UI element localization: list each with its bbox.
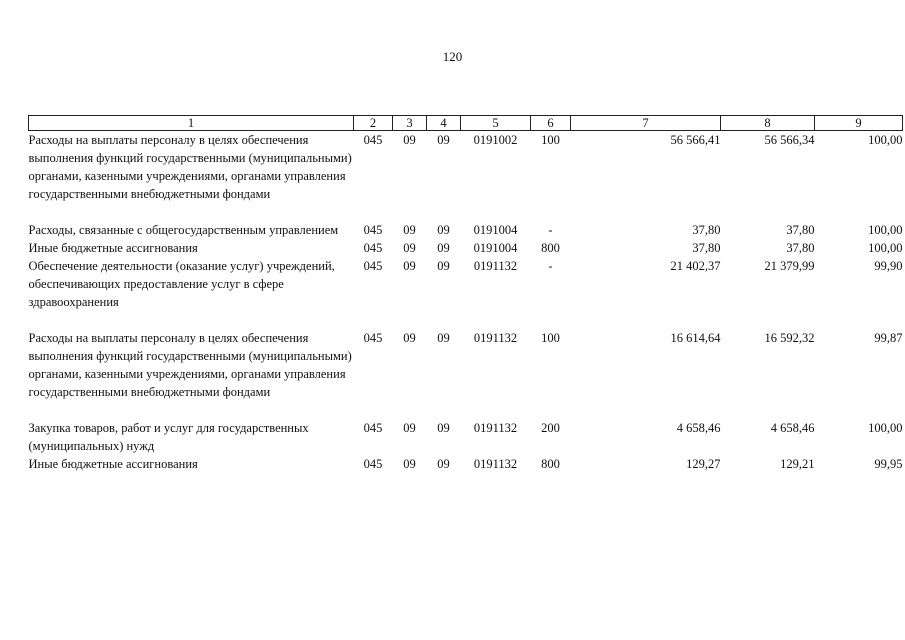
- row-col-3: 09: [403, 133, 416, 147]
- row-col-3: 09: [403, 457, 416, 471]
- row-col-4: 09: [437, 241, 450, 255]
- row-col-6: 800: [541, 241, 560, 255]
- row-col-6: -: [548, 259, 553, 273]
- row-col-2: 045: [363, 457, 383, 471]
- row-col-2: 045: [363, 133, 383, 147]
- row-col-2: 045: [363, 421, 383, 435]
- row-col-2: 045: [363, 331, 383, 345]
- table-row: [29, 455, 903, 473]
- row-col-9: 99,95: [874, 457, 903, 471]
- row-col-5: 0191004: [473, 241, 518, 255]
- header-col-3: 3: [393, 116, 427, 131]
- row-spacer: [29, 203, 903, 221]
- row-col-4: 09: [437, 331, 450, 345]
- row-col-4: 09: [437, 457, 450, 471]
- header-col-8: 8: [721, 116, 815, 131]
- row-col-5: 0191132: [473, 259, 518, 273]
- row-spacer: [29, 401, 903, 419]
- header-col-4: 4: [427, 116, 461, 131]
- row-col-9: 99,87: [874, 331, 903, 345]
- row-col-3: 09: [403, 241, 416, 255]
- row-col-7: 129,27: [686, 457, 721, 471]
- row-col-9: 100,00: [868, 133, 903, 147]
- header-col-9: 9: [815, 116, 903, 131]
- row-col-7: 4 658,46: [676, 421, 721, 435]
- row-name: Расходы, связанные с общегосударственным управлением: [28, 223, 339, 237]
- row-col-6: 100: [541, 331, 560, 345]
- header-col-6: 6: [531, 116, 571, 131]
- row-col-4: 09: [437, 259, 450, 273]
- row-col-5: 0191132: [473, 331, 518, 345]
- row-col-2: 045: [363, 259, 383, 273]
- page-number: 120: [442, 49, 463, 64]
- row-col-6: -: [548, 223, 553, 237]
- row-col-4: 09: [437, 421, 450, 435]
- row-col-7: 37,80: [692, 223, 721, 237]
- row-col-3: 09: [403, 331, 416, 345]
- table-row: [29, 257, 903, 311]
- header-col-2: 2: [354, 116, 393, 131]
- row-name: Иные бюджетные ассигнования: [28, 241, 198, 255]
- table-row: [29, 239, 903, 257]
- row-name: Обеспечение деятельности (оказание услуг) учреждений, обеспечивающих предоставление услуг в сфере здравоохранения: [28, 259, 335, 309]
- row-col-6: 800: [541, 457, 560, 471]
- row-col-2: 045: [363, 223, 383, 237]
- row-col-6: 200: [541, 421, 560, 435]
- row-col-5: 0191132: [473, 421, 518, 435]
- row-col-5: 0191004: [473, 223, 518, 237]
- row-col-8: 16 592,32: [764, 331, 815, 345]
- header-col-7: 7: [571, 116, 721, 131]
- row-col-8: 56 566,34: [764, 133, 815, 147]
- row-col-9: 100,00: [868, 421, 903, 435]
- table-row: [29, 131, 903, 204]
- table-row: [29, 419, 903, 455]
- row-col-9: 100,00: [868, 241, 903, 255]
- row-spacer: [29, 311, 903, 329]
- row-col-2: 045: [363, 241, 383, 255]
- table-header-row: [29, 116, 903, 131]
- row-col-3: 09: [403, 259, 416, 273]
- row-col-5: 0191002: [473, 133, 518, 147]
- row-col-7: 16 614,64: [670, 331, 721, 345]
- row-name: Расходы на выплаты персоналу в целях обеспечения выполнения функций государственными (муниципальными) органами, казенными учреждениями, органами управления государственными внебюджетными фондами: [28, 133, 352, 201]
- row-col-9: 100,00: [868, 223, 903, 237]
- row-col-7: 56 566,41: [670, 133, 721, 147]
- row-col-8: 21 379,99: [764, 259, 815, 273]
- row-col-3: 09: [403, 223, 416, 237]
- table-row: [29, 329, 903, 401]
- row-col-4: 09: [437, 133, 450, 147]
- row-col-3: 09: [403, 421, 416, 435]
- row-col-4: 09: [437, 223, 450, 237]
- row-name: Расходы на выплаты персоналу в целях обеспечения выполнения функций государственными (муниципальными) органами, казенными учреждениями, органами управления государственными внебюджетными фондами: [28, 331, 352, 399]
- budget-table: [28, 115, 903, 473]
- row-col-8: 37,80: [786, 241, 815, 255]
- row-col-7: 21 402,37: [670, 259, 721, 273]
- table-row: [29, 221, 903, 239]
- row-col-8: 129,21: [780, 457, 815, 471]
- header-col-1: 1: [29, 116, 354, 131]
- row-name: Закупка товаров, работ и услуг для государственных (муниципальных) нужд: [28, 421, 309, 453]
- row-name: Иные бюджетные ассигнования: [28, 457, 198, 471]
- row-col-6: 100: [541, 133, 560, 147]
- row-col-8: 37,80: [786, 223, 815, 237]
- row-col-8: 4 658,46: [770, 421, 815, 435]
- row-col-9: 99,90: [874, 259, 903, 273]
- row-col-5: 0191132: [473, 457, 518, 471]
- header-col-5: 5: [461, 116, 531, 131]
- row-col-7: 37,80: [692, 241, 721, 255]
